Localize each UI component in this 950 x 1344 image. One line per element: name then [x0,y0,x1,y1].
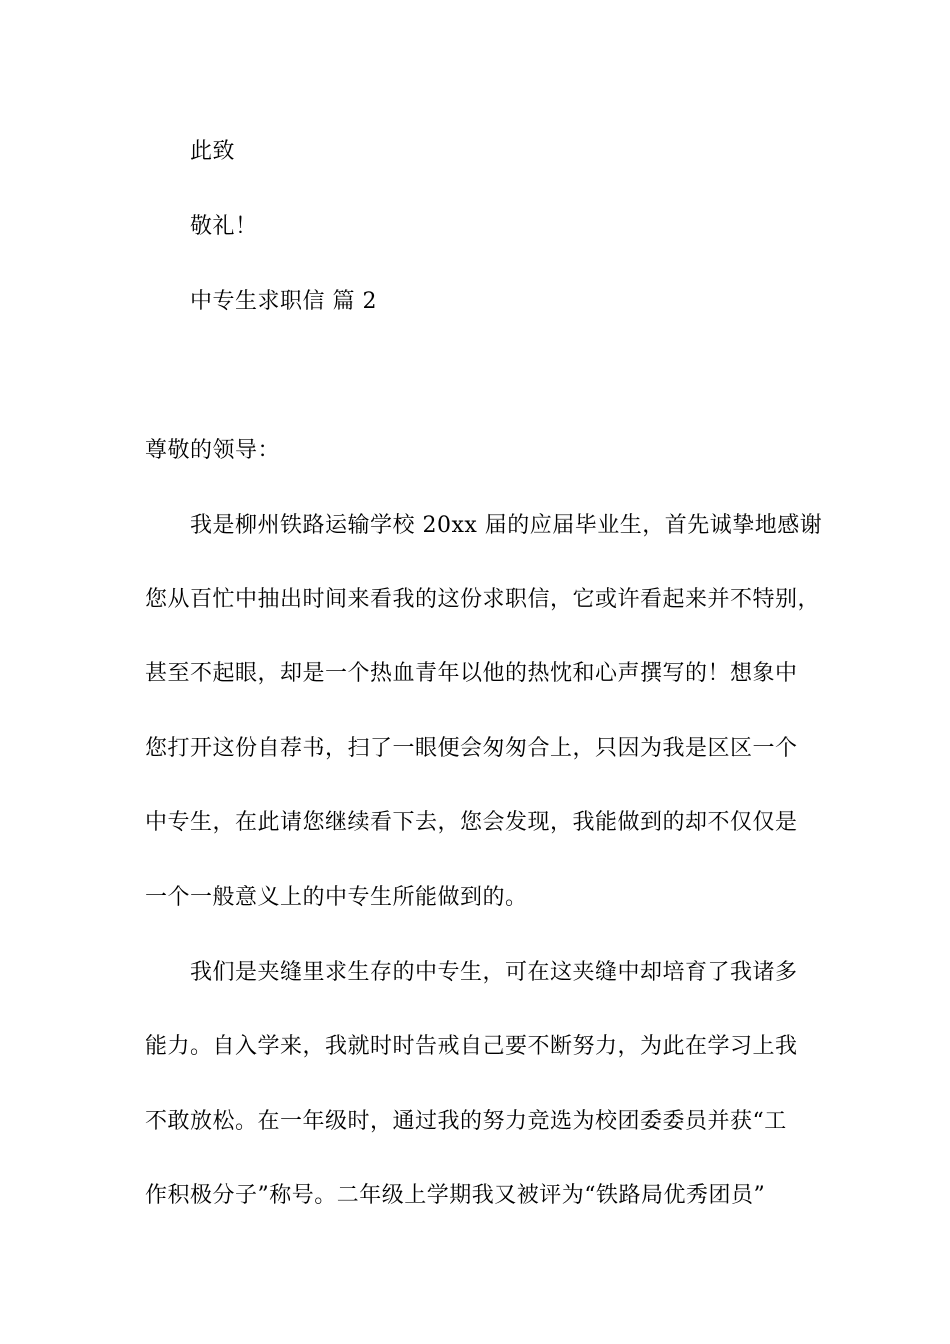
paragraph-1-line: 您从百忙中抽出时间来看我的这份求职信，它或许看起来并不特别， [145,587,821,612]
paragraph-2-line: 能力。自入学来，我就时时告戒自己要不断努力，为此在学习上我 [145,1034,798,1059]
paragraph-1-line: 甚至不起眼，却是一个热血青年以他的热忱和心声撰写的！想象中 [145,661,798,686]
paragraph-2-line: 我们是夹缝里求生存的中专生，可在这夹缝中却培育了我诸多 [190,960,798,985]
paragraph-1-line: 您打开这份自荐书，扫了一眼便会匆匆合上，只因为我是区区一个 [145,736,798,761]
paragraph-1-line: 中专生，在此请您继续看下去，您会发现，我能做到的却不仅仅是 [145,810,798,835]
salutation: 尊敬的领导： [145,438,281,463]
paragraph-1-line: 我是柳州铁路运输学校 20xx 届的应届毕业生，首先诚挚地感谢 [190,513,823,538]
paragraph-2-line: 作积极分子”称号。二年级上学期我又被评为“铁路局优秀团员” [145,1183,766,1208]
closing-line-1: 此致 [190,139,236,164]
closing-line-2: 敬礼！ [190,214,258,239]
paragraph-2-line: 不敢放松。在一年级时，通过我的努力竞选为校团委委员并获“工 [145,1109,787,1134]
section-heading: 中专生求职信 篇 2 [190,289,377,314]
paragraph-1-line: 一个一般意义上的中专生所能做到的。 [145,885,528,910]
